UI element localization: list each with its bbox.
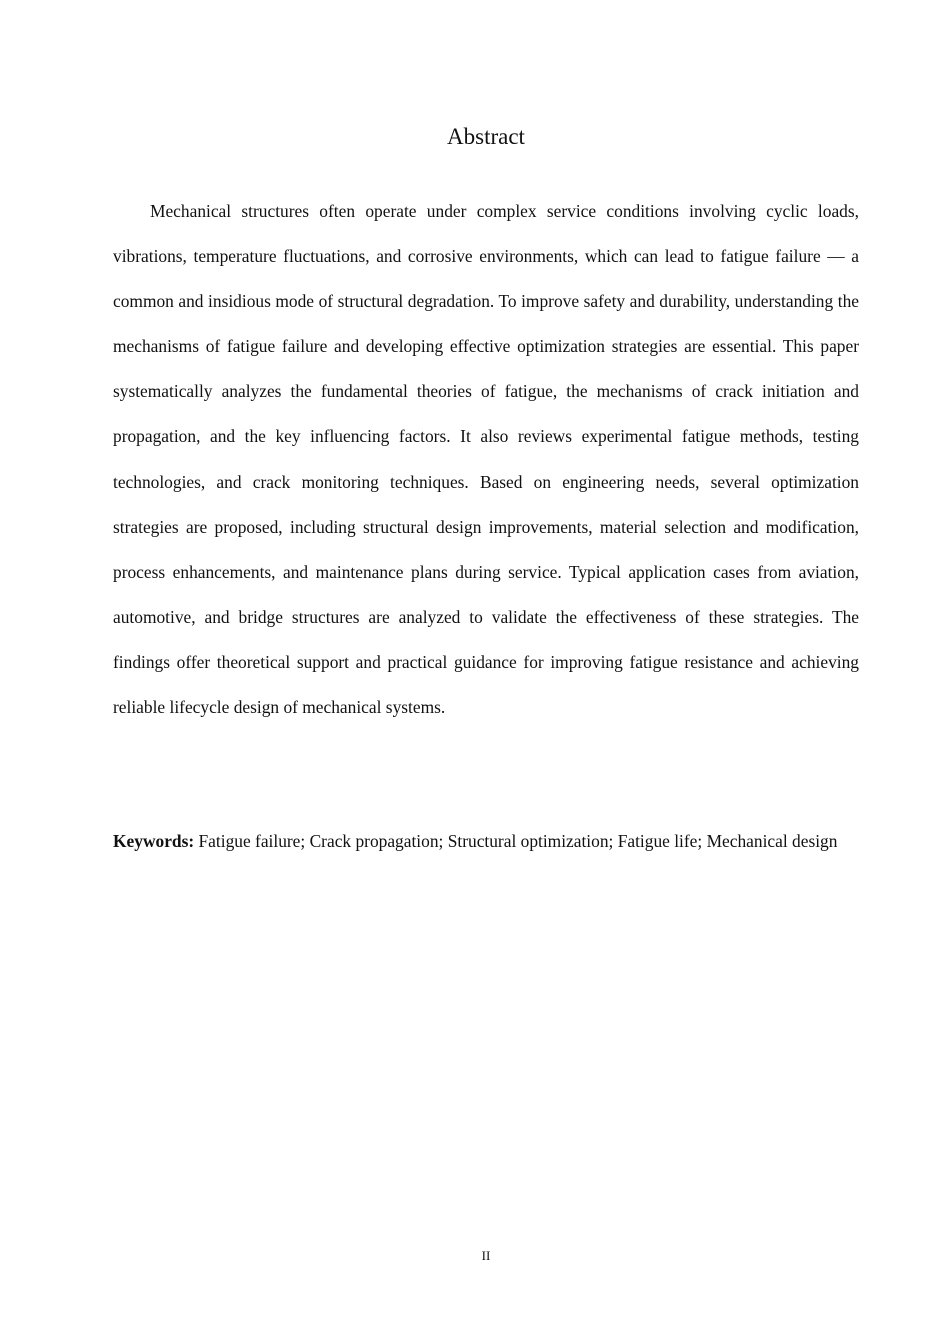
abstract-title: Abstract <box>447 124 525 149</box>
abstract-body: Mechanical structures often operate under complex service conditions involving cyclic loads, vibrations, temperature fluctuations, and corrosive environments, which can lead to fatigue failure — a common and insidious mode of structural degradation. To improve safety and durability, understanding the mechanisms of fatigue failure and developing effective optimization strategies are essential. This paper systematically analyzes the fundamental theories of fatigue, the mechanisms of crack initiation and propagation, and the key influencing factors. It also reviews experimental fatigue methods, testing technologies, and crack monitoring techniques. Based on engineering needs, several optimization strategies are proposed, including structural design improvements, material selection and modification, process enhancements, and maintenance plans during service. Typical application cases from aviation, automotive, and bridge structures are analyzed to validate the effectiveness of these strategies. The findings offer theoretical support and practical guidance for improving fatigue resistance and achieving reliable lifecycle design of mechanical systems. <box>113 201 859 718</box>
keywords-label: Keywords: <box>113 831 195 851</box>
keywords-paragraph <box>113 819 859 864</box>
page-number: II <box>481 1248 491 1263</box>
keywords-text: Fatigue failure; Crack propagation; Structural optimization; Fatigue life; Mechanical design <box>198 831 838 851</box>
